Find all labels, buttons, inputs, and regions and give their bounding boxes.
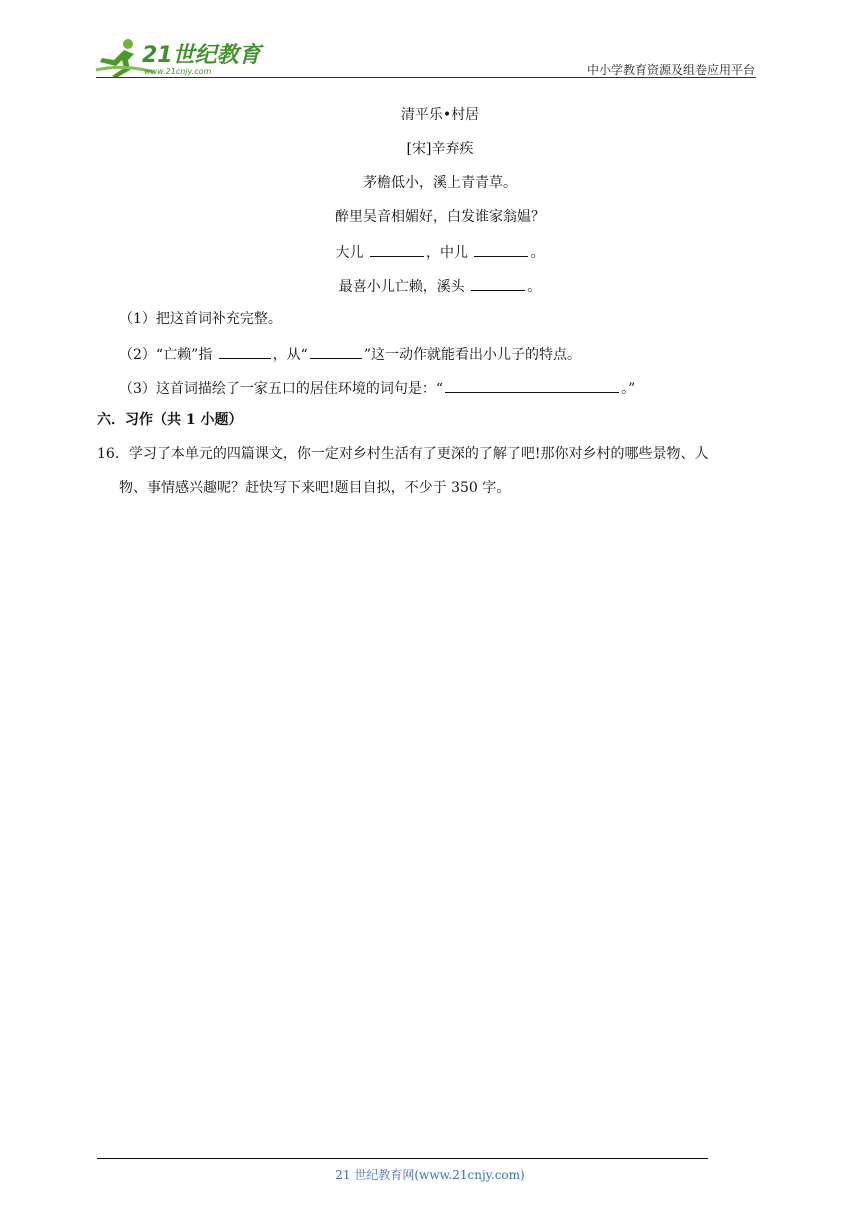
question-2 xyxy=(119,344,581,364)
poem-line-3-part-c: 。 xyxy=(530,245,545,261)
header-divider xyxy=(96,77,756,78)
section-heading: 六．习作（共 1 小题） xyxy=(97,412,243,428)
footer-text[interactable]: 21 世纪教育网(www.21cnjy.com) xyxy=(335,1168,525,1182)
header-platform-text: 中小学教育资源及组卷应用平台 xyxy=(586,63,755,77)
blank-action[interactable] xyxy=(310,344,362,359)
question-2-part-c: ”这一动作就能看出小儿子的特点。 xyxy=(363,347,582,363)
site-logo xyxy=(94,36,264,78)
poem-line-4-part-a: 最喜小儿亡赖，溪头 xyxy=(338,279,465,295)
question-3-part-a: （3）这首词描绘了一家五口的居住环境的词句是：“ xyxy=(119,381,444,397)
poem-author: [宋]辛弃疾 xyxy=(406,141,474,157)
poem-line-2: 醉里吴音相媚好，白发谁家翁媪？ xyxy=(335,209,545,225)
poem-line-4-part-b: 。 xyxy=(527,279,542,295)
poem-line-3 xyxy=(0,242,860,262)
footer-divider xyxy=(97,1158,708,1159)
logo-text: 21世纪教育 xyxy=(142,43,261,68)
poem-line-1: 茅檐低小，溪上青青草。 xyxy=(363,175,517,191)
question-2-part-a: （2）“亡赖”指 xyxy=(119,347,213,363)
blank-zhong-er[interactable] xyxy=(474,242,528,257)
runner-logo-icon xyxy=(94,36,264,78)
blank-environment[interactable] xyxy=(445,378,619,393)
question-2-part-b: ，从“ xyxy=(272,347,308,363)
poem-line-3-part-b: ，中儿 xyxy=(426,245,468,261)
poem-title: 清平乐•村居 xyxy=(400,107,480,123)
poem-line-4 xyxy=(0,276,860,296)
question-3 xyxy=(119,378,635,398)
blank-da-er[interactable] xyxy=(370,242,424,257)
question-3-part-b: 。” xyxy=(621,381,636,397)
poem-line-3-part-a: 大儿 xyxy=(335,245,364,261)
question-16-line-2: 物、事情感兴趣呢？赶快写下来吧!题目自拟，不少于 350 字。 xyxy=(119,480,511,496)
blank-wang-lai[interactable] xyxy=(219,344,271,359)
question-16-line-1: 16．学习了本单元的四篇课文，你一定对乡村生活有了更深的了解了吧!那你对乡村的哪些景物、人 xyxy=(97,446,709,462)
question-1: （1）把这首词补充完整。 xyxy=(119,311,282,327)
logo-url: www.21cnjy.com xyxy=(144,67,212,76)
blank-xi-tou[interactable] xyxy=(471,276,525,291)
